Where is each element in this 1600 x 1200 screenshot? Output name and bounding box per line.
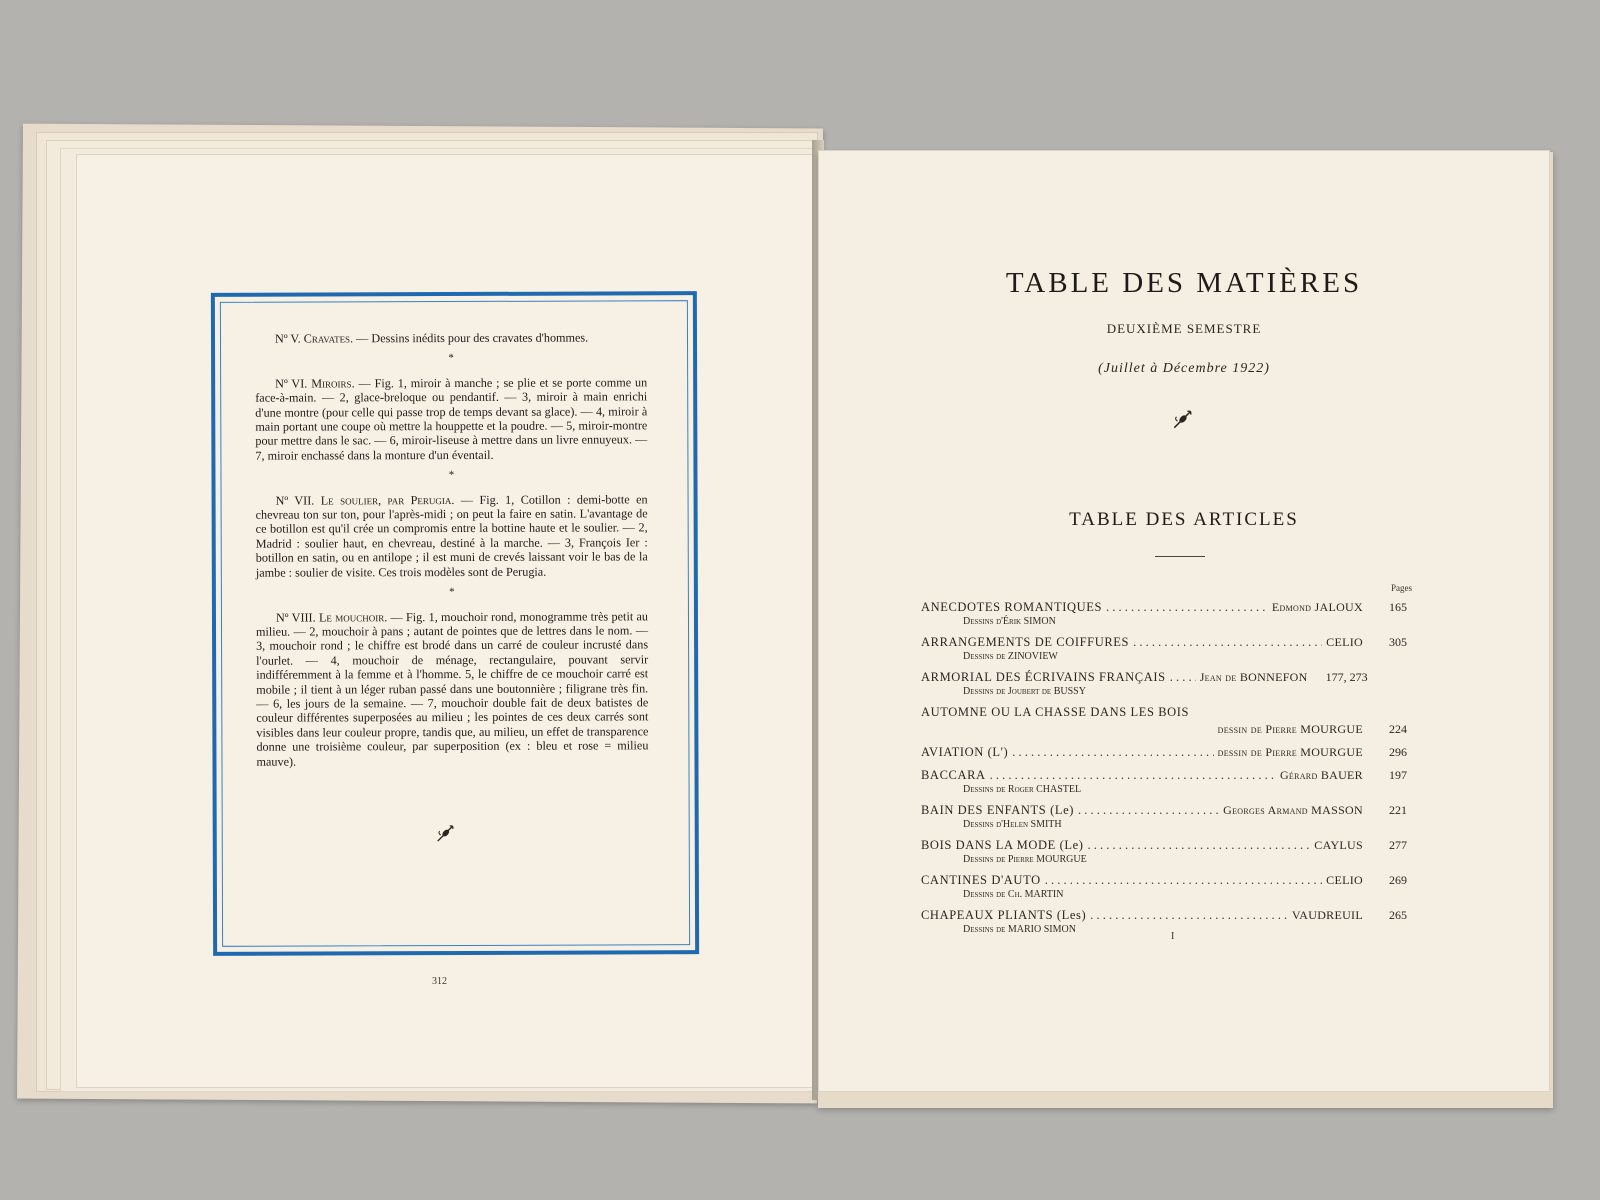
entry-title: Miroirs. — [311, 376, 355, 391]
toc-page: 269 — [1389, 873, 1407, 887]
entry-text: — Fig. 1, miroir à manche ; se plie et se porte comme un face-à-main. — 2, glace-breloque ou pendantif. — 3, miroir à main enrichi d'une montre (pour celle qui passe trop de temps devant sa glace). — 4, miroir à main portant une coupe où mettre la houppette et la poudre. — 5, miroir-montre pour mettre dans le sac. — 6, miroir-liseuse à mettre dans un livre ennuyeux. — 7, miroir enchassé dans la monture d'un éventail. — [255, 375, 648, 463]
dot-leader — [1106, 599, 1268, 616]
entry-number: Nº VII. — [275, 493, 315, 508]
date-range: (Juillet à Décembre 1922) — [1098, 361, 1270, 376]
dot-leader — [1133, 634, 1322, 651]
toc-page: 224 — [1389, 722, 1407, 736]
toc-credit: Dessins de ZINOVIEW — [963, 651, 1058, 662]
toc-entry — [921, 907, 1407, 936]
page-subtitle: DEUXIÈME SEMESTRE — [1106, 321, 1262, 336]
toc-author: dessin de Pierre MOURGUE — [1217, 722, 1363, 736]
entry-title: Le mouchoir. — [318, 609, 388, 624]
entry-text: — Dessins inédits pour des cravates d'hommes. — [356, 330, 589, 346]
toc-credit: Dessins de Pierre MOURGUE — [963, 854, 1087, 865]
toc-title: AUTOMNE OU LA CHASSE DANS LES BOIS — [921, 705, 1190, 719]
toc-entry — [921, 704, 1407, 721]
toc-author: Jean de BONNEFON — [1199, 670, 1308, 684]
toc-author: Edmond JALOUX — [1271, 600, 1363, 614]
toc-title: ARRANGEMENTS DE COIFFURES — [921, 635, 1130, 649]
toc-title: AVIATION (L') — [921, 745, 1009, 759]
toc-entry — [921, 634, 1407, 663]
dot-leader — [1088, 837, 1311, 854]
toc-credit: Dessins de Joubert de BUSSY — [963, 686, 1086, 697]
dot-leader — [1090, 907, 1288, 924]
toc-credit: Dessins de Ch. MARTIN — [963, 889, 1064, 900]
dot-leader — [1170, 669, 1196, 686]
floral-ornament-icon — [1171, 407, 1195, 431]
toc-entry — [921, 744, 1407, 761]
floral-ornament-icon — [435, 822, 457, 844]
toc-page: 197 — [1389, 768, 1407, 782]
toc-entry — [921, 767, 1407, 796]
entry-text: — Fig. 1, Cotillon : demi-botte en chevreau ton sur ton, pour l'après-midi ; on peut la faire en satin. L'avantage de ce botillon est qu'il crée un compromis entre la bottine haute et le soulier. — 2, Madrid : soulier haut, en chevreau, destiné à la marche. — 3, François Ier : botillon en satin, ou en antilope ; il est muni de crevés laissant voir le bas de la jambe : soulier de visite. Ces trois modèles sont de Perugia. — [255, 491, 648, 580]
dot-leader — [1078, 802, 1219, 819]
toc-author: Gérard BAUER — [1279, 768, 1363, 782]
toc-page: 221 — [1389, 803, 1407, 817]
toc-credit: Dessins de Roger CHASTEL — [963, 784, 1082, 795]
toc-entry — [921, 599, 1407, 628]
entry-title: Cravates. — [303, 331, 354, 346]
toc-author: CELIO — [1326, 635, 1363, 649]
section-title: TABLE DES ARTICLES — [1069, 509, 1299, 530]
toc-title: ARMORIAL DES ÉCRIVAINS FRANÇAIS — [921, 670, 1166, 684]
toc-author: Georges Armand MASSON — [1223, 803, 1363, 817]
entry-title: Le soulier, par Perugia. — [320, 492, 455, 508]
entry-number: Nº VIII. — [275, 609, 316, 625]
dot-leader — [1045, 872, 1322, 889]
toc-title: CHAPEAUX PLIANTS (Les) — [921, 908, 1087, 922]
toc-page: 165 — [1389, 600, 1407, 614]
toc-title: CANTINES D'AUTO — [921, 873, 1041, 887]
page-title: TABLE DES MATIÈRES — [1005, 267, 1363, 299]
entry-soulier — [256, 492, 648, 580]
toc-entry — [921, 837, 1407, 866]
toc-credit: Dessins de MARIO SIMON — [963, 924, 1076, 935]
page-number: I — [1171, 931, 1175, 942]
separator-star: * — [448, 352, 454, 365]
toc-entry — [921, 669, 1407, 698]
toc-title: ANECDOTES ROMANTIQUES — [921, 600, 1103, 614]
toc-author: VAUDREUIL — [1291, 908, 1363, 922]
toc-credit: Dessins d'Helen SMITH — [963, 819, 1062, 830]
table-of-contents — [921, 599, 1407, 942]
toc-entry — [921, 872, 1407, 901]
toc-credit: Dessins d'Érik SIMON — [963, 616, 1056, 627]
page-number: 312 — [432, 976, 447, 987]
right-page — [818, 150, 1550, 1092]
separator-star: * — [448, 469, 455, 482]
toc-author: CAYLUS — [1314, 838, 1363, 852]
dot-leader — [1012, 744, 1213, 761]
toc-author: CELIO — [1326, 873, 1363, 887]
toc-page: 277 — [1389, 838, 1407, 852]
toc-entry — [921, 802, 1407, 831]
entry-number: Nº V. — [274, 331, 301, 346]
toc-author: dessin de Pierre MOURGUE — [1217, 745, 1363, 759]
plate-description-text — [255, 330, 649, 768]
toc-title: BAIN DES ENFANTS (Le) — [921, 803, 1074, 817]
entry-cravates — [255, 330, 647, 346]
dot-leader — [990, 767, 1276, 784]
toc-entry — [921, 721, 1407, 738]
separator-star: * — [449, 586, 455, 599]
toc-page: 296 — [1389, 745, 1407, 759]
toc-title: BOIS DANS LA MODE (Le) — [921, 838, 1084, 852]
pages-column-label: Pages — [1391, 583, 1412, 593]
toc-title: BACCARA — [921, 768, 986, 782]
blue-border-frame — [211, 291, 699, 956]
entry-miroirs — [255, 375, 647, 463]
toc-page: 265 — [1389, 908, 1407, 922]
toc-page: 305 — [1389, 635, 1407, 649]
entry-number: Nº VI. — [275, 376, 308, 391]
toc-page: 177, 273 — [1325, 670, 1368, 684]
divider — [1155, 556, 1205, 557]
entry-text: — Fig. 1, mouchoir rond, monogramme très petit au milieu. — 2, mouchoir à pans ; autant de pointes que de lettres dans le nom. — 3, mouchoir rond ; le chiffre est brodé dans un carré de couleur incrusté dans l'ourlet. — 4, mouchoir de ménage, rectangulaire, pouvant servir indifféremment à la femme et à l'homme. 5, le chiffre de ce mouchoir carré est mobile ; il tient à un léger ruban passé dans une boutonnière ; filigrane très fin. — 6, les jours de la semaine. — 7, mouchoir double fait de deux batistes de couleur différentes superposées au milieu ; les pointes de ces deux carrés sont visibles dans leur couleur propre, tandis que, au milieu, un effet de transparence donne une troisième couleur, par superposition (ex : bleu et rose = milieu mauve). — [256, 608, 649, 769]
entry-mouchoir — [256, 609, 649, 769]
